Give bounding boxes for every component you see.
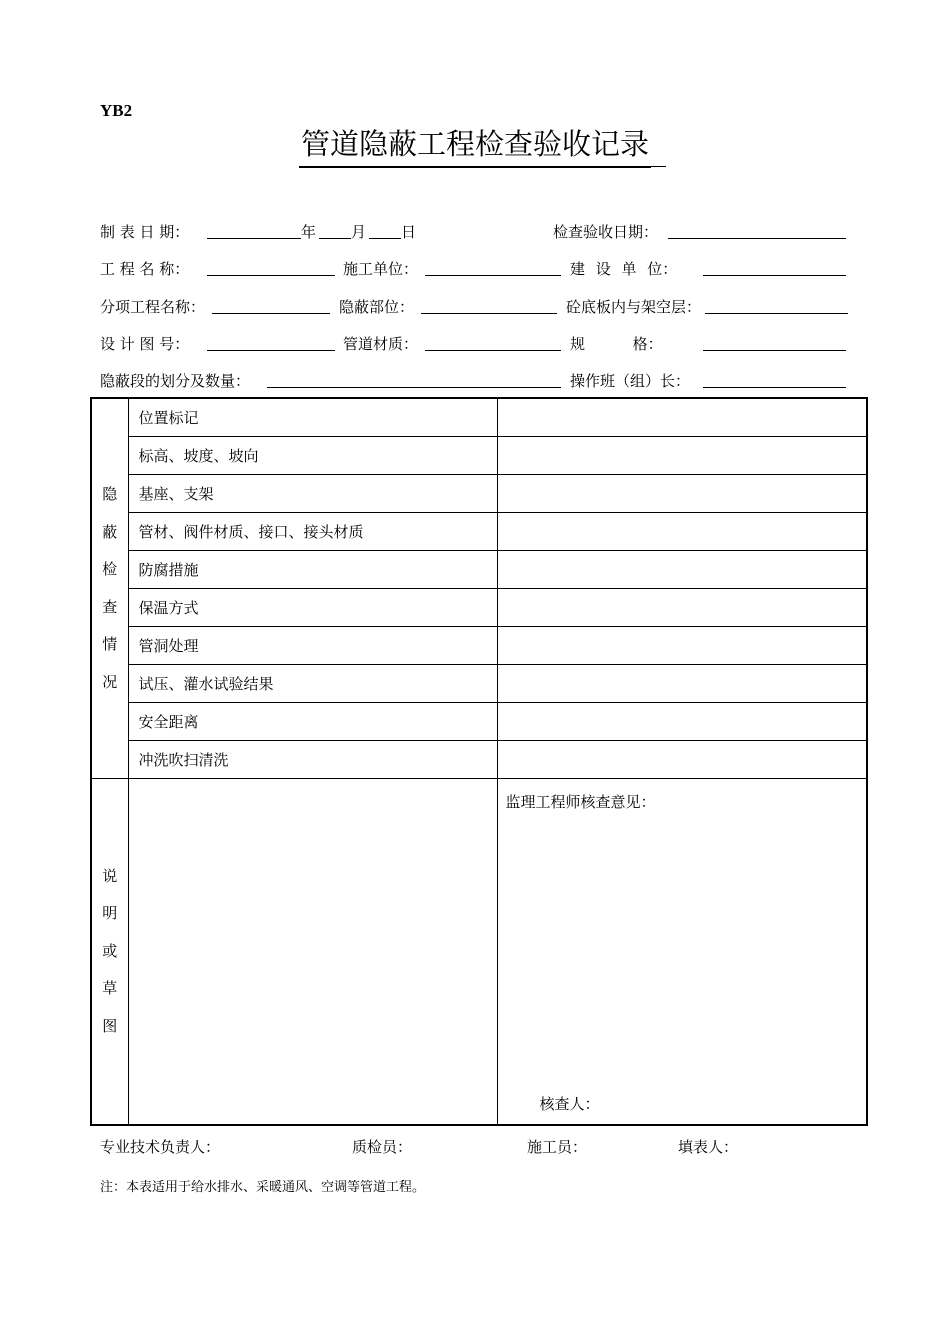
inspection-date-field[interactable] [668, 238, 846, 239]
day-label: 日 [401, 223, 417, 241]
group-char: 隐 [102, 485, 118, 504]
item-result-cell[interactable] [497, 588, 867, 626]
item-result-cell[interactable] [497, 436, 867, 474]
item-result-cell[interactable] [497, 627, 867, 665]
day-field[interactable] [369, 238, 401, 239]
sub-project-field[interactable] [212, 313, 330, 314]
notes-group-label [91, 779, 128, 1125]
table-row [91, 398, 867, 436]
inspection-table [90, 397, 868, 1126]
drawing-no-field[interactable] [207, 350, 335, 351]
floor-field[interactable] [705, 313, 848, 314]
table-row [91, 512, 867, 550]
item-result-cell[interactable] [497, 398, 867, 436]
sketch-area[interactable] [128, 779, 497, 1125]
title-underline [319, 166, 666, 167]
owner-unit-field[interactable] [703, 275, 846, 276]
table-row [91, 550, 867, 588]
form-title-wrap [0, 122, 950, 168]
item-label: 标高、坡度、坡向 [128, 436, 497, 474]
floor-label: 砼底板内与架空层： [566, 298, 702, 316]
drawing-no-label: 设 计 图 号： [100, 335, 190, 353]
checker-label: 核查人： [539, 1095, 600, 1113]
group-char: 或 [102, 941, 118, 960]
group-char: 明 [102, 904, 118, 923]
form-code: YB2 [100, 101, 133, 120]
month-label: 月 [351, 223, 367, 241]
item-label: 防腐措施 [128, 550, 497, 588]
notes-row [91, 779, 867, 1125]
construction-unit-field[interactable] [425, 275, 561, 276]
item-result-cell[interactable] [497, 550, 867, 588]
inspection-date-label: 检查验收日期： [553, 223, 659, 241]
pipe-material-label: 管道材质： [343, 335, 419, 353]
group-char: 检 [102, 560, 118, 579]
table-row [91, 627, 867, 665]
group-char: 草 [102, 979, 118, 998]
item-label: 保温方式 [128, 588, 497, 626]
team-leader-field[interactable] [703, 387, 846, 388]
project-name-label: 工 程 名 称： [100, 260, 190, 278]
item-label: 试压、灌水试验结果 [128, 665, 497, 703]
month-field[interactable] [319, 238, 351, 239]
item-label: 位置标记 [128, 398, 497, 436]
pipe-material-field[interactable] [425, 350, 561, 351]
construction-unit-label: 施工单位： [343, 260, 419, 278]
group-char: 况 [102, 672, 118, 691]
constructor-label: 施工员： [527, 1138, 588, 1156]
item-label: 管材、阀件材质、接口、接头材质 [128, 512, 497, 550]
supervisor-opinion-cell[interactable] [497, 779, 867, 1125]
team-leader-label: 操作班（组）长： [570, 372, 691, 390]
group-char: 情 [102, 635, 118, 654]
project-name-field[interactable] [207, 275, 335, 276]
footnote: 注：本表适用于给水排水、采暖通风、空调等管道工程。 [100, 1180, 426, 1195]
inspection-group-label [91, 398, 128, 779]
group-char: 蔽 [102, 522, 118, 541]
owner-unit-label: 建 设 单 位： [570, 260, 678, 278]
item-label: 基座、支架 [128, 474, 497, 512]
table-row [91, 703, 867, 741]
spec-label: 规 格： [570, 335, 663, 353]
group-char: 查 [102, 597, 118, 616]
item-label: 冲洗吹扫清洗 [128, 741, 497, 779]
item-result-cell[interactable] [497, 474, 867, 512]
concealed-part-label: 隐蔽部位： [339, 298, 415, 316]
item-result-cell[interactable] [497, 512, 867, 550]
supervisor-opinion-label: 监理工程师核查意见： [505, 793, 656, 812]
qc-label: 质检员： [352, 1138, 413, 1156]
item-result-cell[interactable] [497, 703, 867, 741]
table-row [91, 588, 867, 626]
section-label: 隐蔽段的划分及数量： [100, 372, 251, 390]
group-char: 说 [102, 866, 118, 885]
spec-field[interactable] [703, 350, 846, 351]
form-title: 管道隐蔽工程检查验收记录 [299, 122, 651, 168]
year-field[interactable] [207, 238, 301, 239]
item-label: 安全距离 [128, 703, 497, 741]
sub-project-label: 分项工程名称： [100, 298, 206, 316]
item-result-cell[interactable] [497, 741, 867, 779]
table-row [91, 665, 867, 703]
date-label: 制 表 日 期： [100, 223, 190, 241]
item-label: 管洞处理 [128, 627, 497, 665]
group-char: 图 [102, 1016, 118, 1035]
tech-lead-label: 专业技术负责人： [100, 1138, 221, 1156]
table-row [91, 474, 867, 512]
table-row [91, 436, 867, 474]
section-field[interactable] [267, 387, 561, 388]
filler-label: 填表人： [678, 1138, 739, 1156]
year-label: 年 [301, 223, 317, 241]
table-row [91, 741, 867, 779]
concealed-part-field[interactable] [421, 313, 557, 314]
item-result-cell[interactable] [497, 665, 867, 703]
